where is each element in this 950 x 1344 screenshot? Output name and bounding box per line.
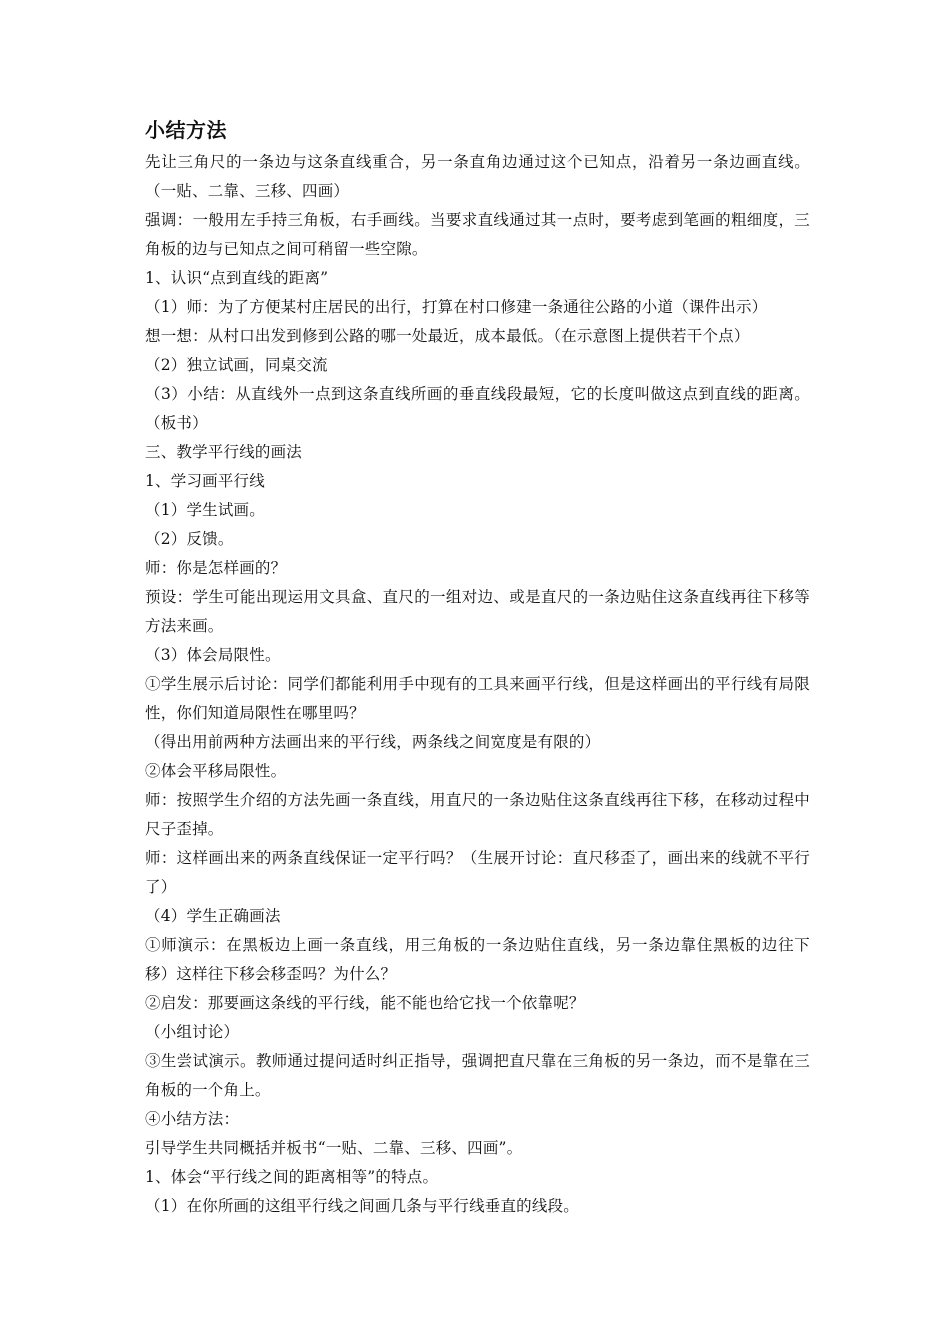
paragraph-teacher-parallel-question: 师：这样画出来的两条直线保证一定平行吗？（生展开讨论：直尺移歪了，画出来的线就不平行了） — [145, 849, 810, 896]
paragraph-inspire: ②启发：那要画这条线的平行线，能不能也给它找一个依靠呢？ — [145, 994, 585, 1012]
paragraph-guide-summary: 引导学生共同概括并板书“一贴、二靠、三移、四画”。 — [145, 1139, 523, 1157]
paragraph-emphasis: 强调：一般用左手持三角板，右手画线。当要求直线通过其一点时，要考虑到笔画的粗细度，三角板的边与已知点之间可稍留一些空隙。 — [145, 211, 810, 258]
section-heading: 小结方法 — [145, 118, 227, 142]
paragraph-equal-distance: 1、体会“平行线之间的距离相等”的特点。 — [145, 1168, 439, 1186]
paragraph-learn-parallel: 1、学习画平行线 — [145, 472, 265, 490]
paragraph-think: 想一想：从村口出发到修到公路的哪一处最近，成本最低。（在示意图上提供若干个点） — [145, 327, 750, 345]
paragraph-translation-limit: ②体会平移局限性。 — [145, 762, 287, 780]
paragraph-presupposition: 预设：学生可能出现运用文具盒、直尺的一组对边、或是直尺的一条边贴住这条直线再往下移等方法来画。 — [145, 588, 810, 635]
paragraph-village-road: （1）师：为了方便某村庄居民的出行，打算在村口修建一条通往公路的小道（课件出示） — [145, 298, 768, 316]
paragraph-summary-distance: （3）小结：从直线外一点到这条直线所画的垂直线段最短，它的长度叫做这点到直线的距离。（板书） — [145, 385, 810, 432]
paragraph-teacher-question: 师：你是怎样画的？ — [145, 559, 287, 577]
paragraph-teacher-demo: ①师演示：在黑板边上画一条直线，用三角板的一条边贴住直线，另一条边靠住黑板的边往下移）这样往下移会移歪吗？为什么？ — [145, 936, 810, 983]
paragraph-limitations: （3）体会局限性。 — [145, 646, 281, 664]
paragraph-teacher-draw: 师：按照学生介绍的方法先画一条直线，用直尺的一条边贴住这条直线再往下移，在移动过程中尺子歪掉。 — [145, 791, 810, 838]
paragraph-independent-try: （2）独立试画，同桌交流 — [145, 356, 328, 374]
paragraph-student-demo: ③生尝试演示。教师通过提问适时纠正指导，强调把直尺靠在三角板的另一条边，而不是靠在三角板的一个角上。 — [145, 1052, 810, 1099]
paragraph-feedback: （2）反馈。 — [145, 530, 234, 548]
paragraph-group-discussion: （小组讨论） — [145, 1023, 240, 1041]
paragraph-draw-perpendicular: （1）在你所画的这组平行线之间画几条与平行线垂直的线段。 — [145, 1197, 579, 1215]
paragraph-summary-method: ④小结方法： — [145, 1110, 240, 1128]
paragraph-section-three: 三、教学平行线的画法 — [145, 443, 303, 461]
paragraph-correct-method: （4）学生正确画法 — [145, 907, 281, 925]
paragraph-discussion-1: ①学生展示后讨论：同学们都能利用手中现有的工具来画平行线，但是这样画出的平行线有局限性，你们知道局限性在哪里吗？ — [145, 675, 810, 722]
paragraph-point-distance-heading: 1、认识“点到直线的距离” — [145, 269, 329, 287]
paragraph-student-try: （1）学生试画。 — [145, 501, 265, 519]
paragraph-method-description: 先让三角尺的一条边与这条直线重合，另一条直角边通过这个已知点，沿着另一条边画直线。（一贴、二靠、三移、四画） — [145, 153, 810, 200]
paragraph-conclusion-width: （得出用前两种方法画出来的平行线，两条线之间宽度是有限的） — [145, 733, 601, 751]
document-body — [145, 112, 810, 1221]
